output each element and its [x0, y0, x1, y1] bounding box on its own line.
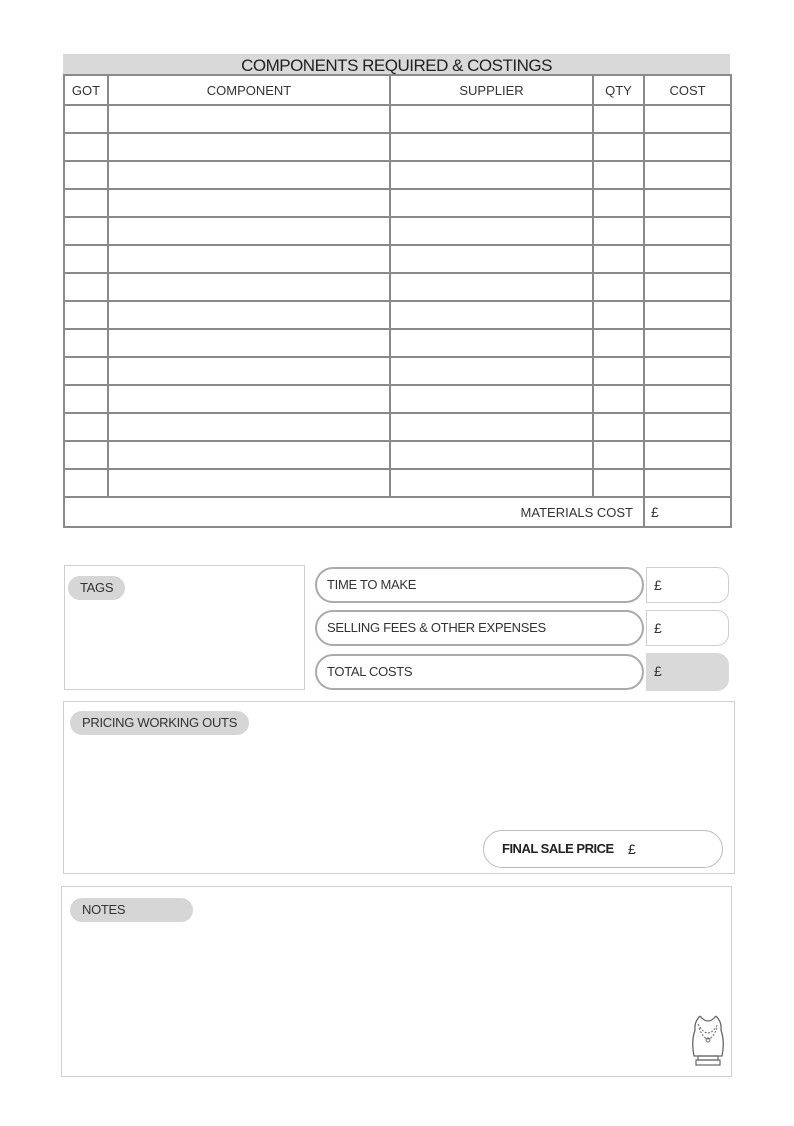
cost-cell[interactable] — [644, 189, 731, 217]
component-cell[interactable] — [108, 273, 390, 301]
got-cell[interactable] — [64, 105, 108, 133]
cost-cell[interactable] — [644, 133, 731, 161]
materials-cost-field[interactable]: £ — [644, 497, 731, 527]
tags-label: TAGS — [68, 576, 125, 600]
got-cell[interactable] — [64, 469, 108, 497]
table-row — [64, 245, 731, 273]
pricing-working-outs-label: PRICING WORKING OUTS — [70, 711, 249, 735]
selling-fees-field[interactable]: £ — [646, 610, 729, 646]
component-cell[interactable] — [108, 301, 390, 329]
cost-cell[interactable] — [644, 441, 731, 469]
got-cell[interactable] — [64, 161, 108, 189]
qty-cell[interactable] — [593, 301, 644, 329]
got-cell[interactable] — [64, 357, 108, 385]
supplier-cell[interactable] — [390, 385, 593, 413]
qty-cell[interactable] — [593, 385, 644, 413]
got-cell[interactable] — [64, 189, 108, 217]
qty-cell[interactable] — [593, 217, 644, 245]
cost-cell[interactable] — [644, 469, 731, 497]
got-cell[interactable] — [64, 245, 108, 273]
table-row — [64, 273, 731, 301]
got-cell[interactable] — [64, 133, 108, 161]
got-cell[interactable] — [64, 441, 108, 469]
supplier-cell[interactable] — [390, 189, 593, 217]
supplier-cell[interactable] — [390, 413, 593, 441]
component-cell[interactable] — [108, 385, 390, 413]
table-row — [64, 189, 731, 217]
supplier-cell[interactable] — [390, 469, 593, 497]
column-header-got: GOT — [64, 75, 108, 105]
got-cell[interactable] — [64, 385, 108, 413]
cost-cell[interactable] — [644, 245, 731, 273]
final-sale-price-currency: £ — [628, 841, 636, 857]
qty-cell[interactable] — [593, 413, 644, 441]
component-cell[interactable] — [108, 217, 390, 245]
qty-cell[interactable] — [593, 329, 644, 357]
got-cell[interactable] — [64, 273, 108, 301]
selling-fees-label: SELLING FEES & OTHER EXPENSES — [315, 610, 644, 646]
component-cell[interactable] — [108, 161, 390, 189]
cost-cell[interactable] — [644, 357, 731, 385]
qty-cell[interactable] — [593, 357, 644, 385]
supplier-cell[interactable] — [390, 441, 593, 469]
table-row — [64, 217, 731, 245]
column-header-cost: COST — [644, 75, 731, 105]
component-cell[interactable] — [108, 469, 390, 497]
time-to-make-label: TIME TO MAKE — [315, 567, 644, 603]
materials-cost-label: MATERIALS COST — [64, 497, 644, 527]
component-cell[interactable] — [108, 133, 390, 161]
cost-cell[interactable] — [644, 413, 731, 441]
table-row — [64, 469, 731, 497]
component-cell[interactable] — [108, 357, 390, 385]
supplier-cell[interactable] — [390, 329, 593, 357]
qty-cell[interactable] — [593, 105, 644, 133]
got-cell[interactable] — [64, 217, 108, 245]
qty-cell[interactable] — [593, 469, 644, 497]
necklace-bust-icon — [688, 1012, 728, 1070]
time-to-make-field[interactable]: £ — [646, 567, 729, 603]
component-cell[interactable] — [108, 441, 390, 469]
cost-cell[interactable] — [644, 329, 731, 357]
table-row — [64, 105, 731, 133]
total-costs-label: TOTAL COSTS — [315, 654, 644, 690]
final-sale-price-field[interactable] — [483, 830, 723, 868]
column-header-supplier: SUPPLIER — [390, 75, 593, 105]
component-cell[interactable] — [108, 189, 390, 217]
table-row — [64, 385, 731, 413]
component-cell[interactable] — [108, 329, 390, 357]
table-row — [64, 301, 731, 329]
supplier-cell[interactable] — [390, 301, 593, 329]
cost-cell[interactable] — [644, 301, 731, 329]
component-cell[interactable] — [108, 413, 390, 441]
components-table — [63, 74, 732, 528]
got-cell[interactable] — [64, 329, 108, 357]
column-header-component: COMPONENT — [108, 75, 390, 105]
final-sale-price-label: FINAL SALE PRICE — [502, 841, 614, 856]
qty-cell[interactable] — [593, 245, 644, 273]
supplier-cell[interactable] — [390, 217, 593, 245]
component-cell[interactable] — [108, 245, 390, 273]
cost-cell[interactable] — [644, 105, 731, 133]
supplier-cell[interactable] — [390, 133, 593, 161]
column-header-qty: QTY — [593, 75, 644, 105]
cost-cell[interactable] — [644, 385, 731, 413]
total-costs-field[interactable]: £ — [646, 653, 729, 691]
table-row — [64, 441, 731, 469]
supplier-cell[interactable] — [390, 105, 593, 133]
supplier-cell[interactable] — [390, 273, 593, 301]
qty-cell[interactable] — [593, 133, 644, 161]
table-row — [64, 133, 731, 161]
supplier-cell[interactable] — [390, 161, 593, 189]
page-title: COMPONENTS REQUIRED & COSTINGS — [63, 54, 730, 75]
materials-cost-row — [64, 497, 731, 527]
components-table-body — [64, 105, 731, 497]
component-cell[interactable] — [108, 105, 390, 133]
got-cell[interactable] — [64, 301, 108, 329]
qty-cell[interactable] — [593, 189, 644, 217]
got-cell[interactable] — [64, 413, 108, 441]
table-row — [64, 329, 731, 357]
cost-cell[interactable] — [644, 161, 731, 189]
table-row — [64, 161, 731, 189]
table-header-row — [64, 75, 731, 105]
qty-cell[interactable] — [593, 161, 644, 189]
qty-cell[interactable] — [593, 273, 644, 301]
table-row — [64, 357, 731, 385]
supplier-cell[interactable] — [390, 357, 593, 385]
supplier-cell[interactable] — [390, 245, 593, 273]
cost-cell[interactable] — [644, 217, 731, 245]
notes-label: NOTES — [70, 898, 193, 922]
qty-cell[interactable] — [593, 441, 644, 469]
table-row — [64, 413, 731, 441]
cost-cell[interactable] — [644, 273, 731, 301]
